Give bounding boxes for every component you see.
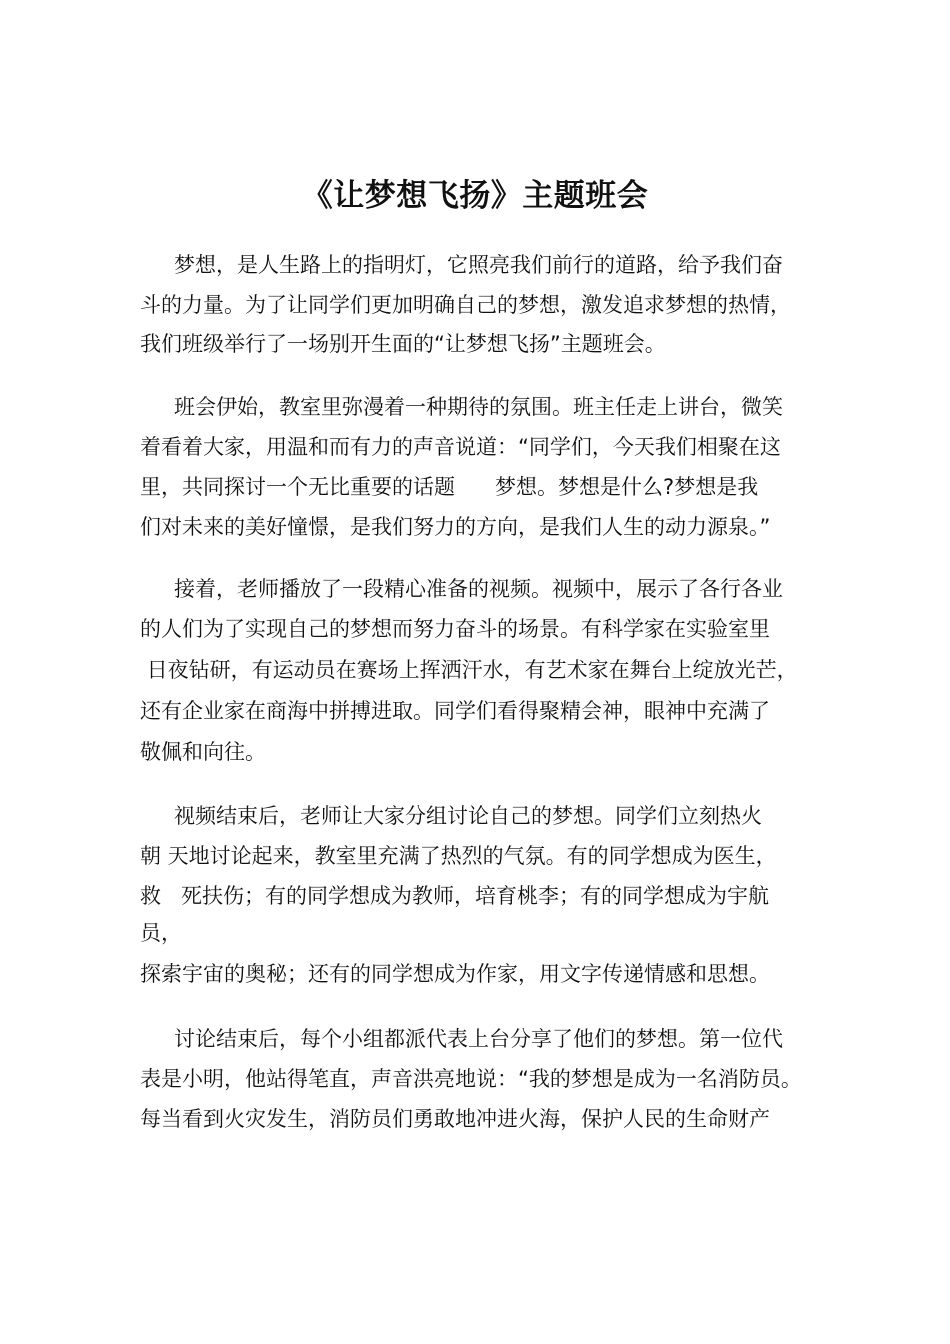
page-title: 《让梦想飞扬》主题班会 — [301, 178, 649, 214]
paragraph-line: 们对未来的美好憧憬，是我们努力的方向，是我们人生的动力源泉。” — [140, 515, 771, 539]
paragraph-line: 每当看到火灾发生，消防员们勇敢地冲进火海，保护人民的生命财产 — [140, 1107, 770, 1131]
paragraph-line: 斗的力量。为了让同学们更加明确自己的梦想，激发追求梦想的热情， — [140, 293, 791, 317]
paragraph-line: 的人们为了实现自己的梦想而努力奋斗的场景。有科学家在实验室里 — [140, 617, 770, 641]
paragraph-line: 班会伊始，教室里弥漫着一种期待的氛围。班主任走上讲台，微笑 — [174, 395, 783, 419]
paragraph-line: 敬佩和向往。 — [140, 740, 266, 764]
paragraph-line: 员， — [140, 921, 182, 945]
paragraph-line: 探索宇宙的奥秘；还有的同学想成为作家，用文字传递情感和思想。 — [140, 962, 770, 986]
paragraph-line: 讨论结束后，每个小组都派代表上台分享了他们的梦想。第一位代 — [174, 1027, 783, 1051]
paragraph-line: 救 死扶伤；有的同学想成为教师，培育桃李；有的同学想成为宇航 — [140, 884, 770, 908]
paragraph-line: 着看着大家，用温和而有力的声音说道：“同学们，今天我们相聚在这 — [140, 435, 781, 459]
paragraph-line: 视频结束后，老师让大家分组讨论自己的梦想。同学们立刻热火 — [174, 804, 762, 828]
paragraph-line: 梦想，是人生路上的指明灯，它照亮我们前行的道路，给予我们奋 — [174, 253, 783, 277]
paragraph-line: 表是小明，他站得笔直，声音洪亮地说：“我的梦想是成为一名消防员。 — [140, 1067, 802, 1091]
paragraph-line: 朝 天地讨论起来，教室里充满了热烈的气氛。有的同学想成为医生， — [140, 844, 777, 868]
paragraph-line: 日夜钻研，有运动员在赛场上挥洒汗水，有艺术家在舞台上绽放光芒， — [140, 658, 798, 682]
paragraph-line: 还有企业家在商海中拼搏进取。同学们看得聚精会神，眼神中充满了 — [140, 699, 770, 723]
paragraph-line: 里，共同探讨一个无比重要的话题 梦想。梦想是什么?梦想是我 — [140, 475, 759, 499]
paragraph-line: 接着，老师播放了一段精心准备的视频。视频中，展示了各行各业 — [174, 577, 783, 601]
paragraph-line: 我们班级举行了一场别开生面的“让梦想飞扬”主题班会。 — [140, 332, 666, 356]
